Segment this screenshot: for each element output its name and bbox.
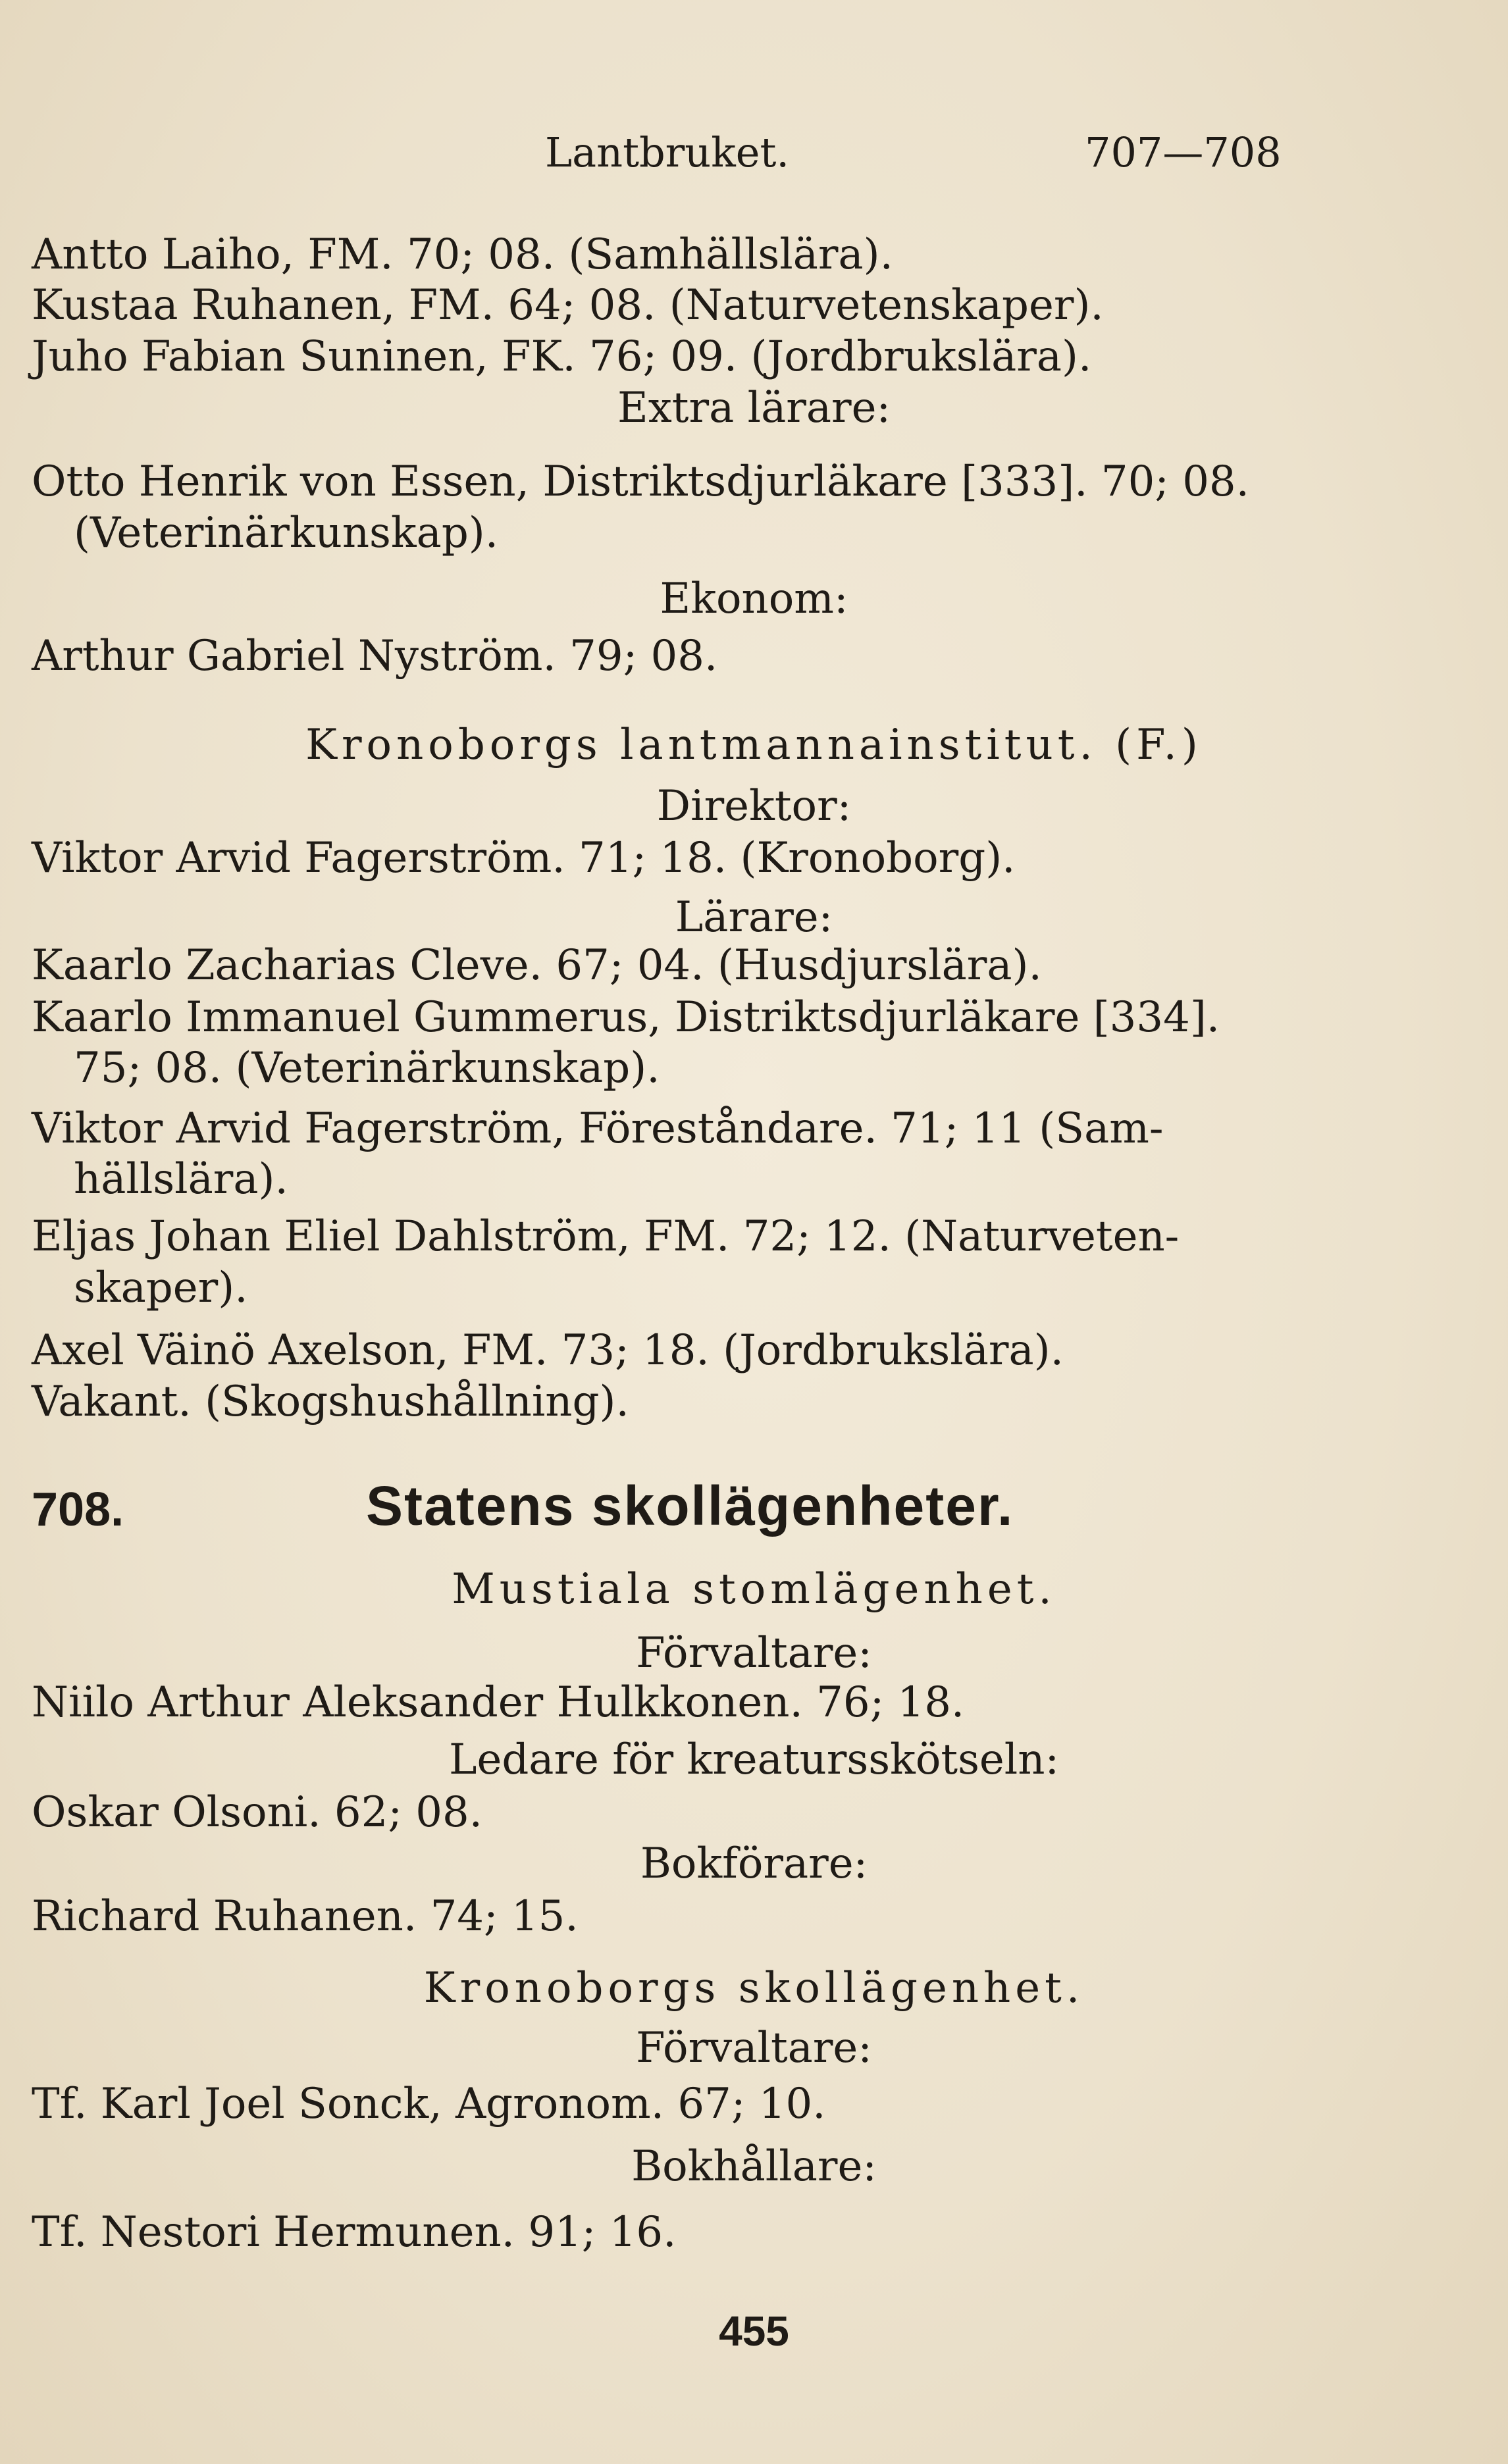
estate-title-kronoborgs: Kronoborgs skollägenhet.: [423, 1964, 1085, 2013]
subheading-bokhallare: Bokhållare:: [631, 2142, 877, 2191]
entry-line: Viktor Arvid Fagerström, Föreståndare. 71; 11 (Sam-: [32, 1104, 1164, 1153]
subheading-forvaltare: Förvaltare:: [636, 2024, 872, 2072]
subheading-direktor: Direktor:: [656, 782, 852, 831]
entry-line: Otto Henrik von Essen, Distriktsdjurläkare [333]. 70; 08.: [32, 457, 1249, 506]
estate-title-mustiala: Mustiala stomlägenhet.: [452, 1565, 1056, 1614]
entry-line: Viktor Arvid Fagerström. 71; 18. (Kronoborg).: [32, 834, 1016, 883]
entry-line: Tf. Nestori Hermunen. 91; 16.: [32, 2208, 677, 2257]
entry-line: Kaarlo Immanuel Gummerus, Distriktsdjurläkare [334].: [32, 993, 1220, 1042]
subheading-ledare: Ledare för kreatursskötseln:: [448, 1735, 1060, 1784]
entry-line: hällslära).: [74, 1155, 288, 1204]
entry-line: Antto Laiho, FM. 70; 08. (Samhällslära).: [32, 230, 893, 279]
subheading-larare: Lärare:: [675, 893, 833, 942]
entry-line: (Veterinärkunskap).: [74, 509, 499, 557]
section-number: 708.: [32, 1483, 124, 1536]
entry-line: Vakant. (Skogshushållning).: [32, 1377, 629, 1426]
section-title: Statens skollägenheter.: [366, 1475, 1014, 1537]
entry-line: Axel Väinö Axelson, FM. 73; 18. (Jordbrukslära).: [32, 1326, 1064, 1375]
entry-line: Niilo Arthur Aleksander Hulkkonen. 76; 18.: [32, 1678, 965, 1727]
entry-line: Tf. Karl Joel Sonck, Agronom. 67; 10.: [32, 2080, 826, 2128]
subheading-forvaltare: Förvaltare:: [636, 1629, 872, 1678]
entry-line: Juho Fabian Suninen, FK. 76; 09. (Jordbrukslära).: [32, 332, 1092, 381]
subheading-ekonom: Ekonom:: [660, 575, 848, 623]
entry-line: skaper).: [74, 1264, 248, 1312]
entry-line: Richard Ruhanen. 74; 15.: [32, 1892, 579, 1941]
institution-title: Kronoborgs lantmannainstitut. (F.): [305, 721, 1203, 769]
entry-line: Oskar Olsoni. 62; 08.: [32, 1788, 482, 1837]
entry-line: Kustaa Ruhanen, FM. 64; 08. (Naturvetenskaper).: [32, 281, 1104, 330]
subheading-extra-larare: Extra lärare:: [617, 384, 891, 432]
running-head-page-range: 707—708: [1085, 128, 1282, 176]
entry-line: Eljas Johan Eliel Dahlström, FM. 72; 12. (Naturveten-: [32, 1212, 1180, 1261]
subheading-bokforare: Bokförare:: [640, 1839, 868, 1888]
running-head-title: Lantbruket.: [545, 128, 790, 176]
page-number: 455: [719, 2307, 789, 2355]
entry-line: Kaarlo Zacharias Cleve. 67; 04. (Husdjurslära).: [32, 941, 1042, 990]
entry-line: 75; 08. (Veterinärkunskap).: [74, 1044, 660, 1092]
entry-line: Arthur Gabriel Nyström. 79; 08.: [32, 632, 718, 680]
